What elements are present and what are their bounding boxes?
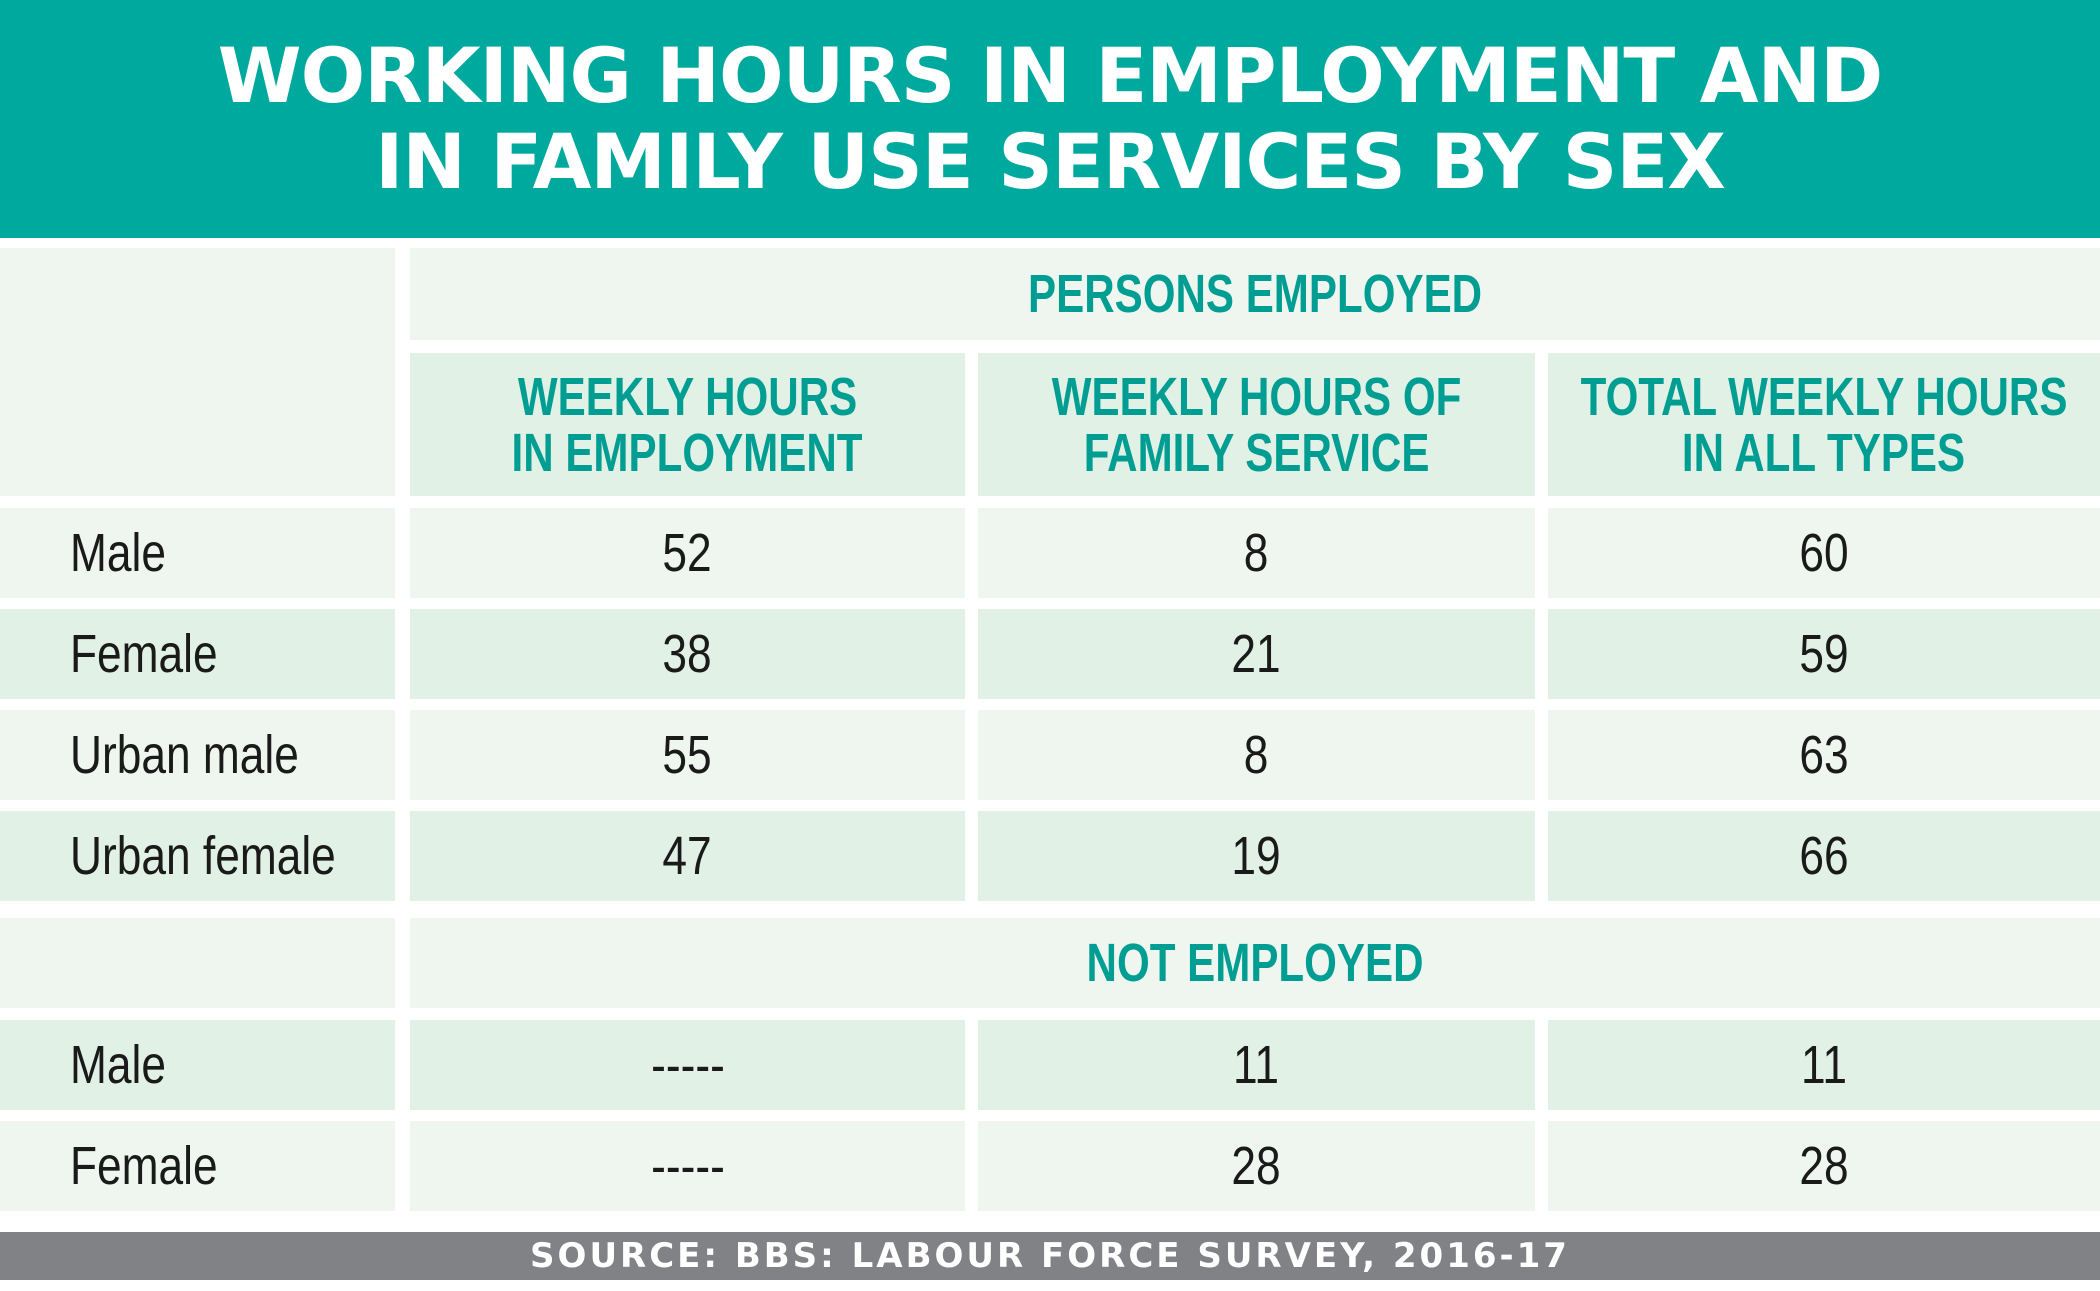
title-line-1: WORKING HOURS IN EMPLOYMENT AND bbox=[217, 31, 1883, 120]
section-header-employed: PERSONS EMPLOYED bbox=[410, 248, 2100, 340]
table-cell-employed-urban-female-col3: 66 bbox=[1548, 811, 2100, 901]
table-cell-employed-urban-female-col1: 47 bbox=[410, 811, 965, 901]
table-cell-employed-urban-male-col2: 8 bbox=[978, 710, 1535, 800]
table-cell-not-employed-male-col1: ----- bbox=[410, 1020, 965, 1110]
table-cell-employed-male-col1: 52 bbox=[410, 508, 965, 598]
section-corner-not-employed bbox=[0, 918, 395, 1008]
table-cell-employed-urban-male-col1: 55 bbox=[410, 710, 965, 800]
table-cell-employed-male-col2: 8 bbox=[978, 508, 1535, 598]
table-cell-not-employed-female-col1: ----- bbox=[410, 1121, 965, 1211]
title-line-2: IN FAMILY USE SERVICES BY SEX bbox=[375, 117, 1725, 206]
row-label-not-employed-female: Female bbox=[0, 1121, 395, 1211]
data-table bbox=[0, 238, 2100, 1232]
table-cell-employed-female-col1: 38 bbox=[410, 609, 965, 699]
table-cell-not-employed-male-col3: 11 bbox=[1548, 1020, 2100, 1110]
table-cell-employed-urban-male-col3: 63 bbox=[1548, 710, 2100, 800]
column-header-employment: WEEKLY HOURS IN EMPLOYMENT bbox=[410, 353, 965, 496]
row-label-employed-male: Male bbox=[0, 508, 395, 598]
table-cell-not-employed-female-col2: 28 bbox=[978, 1121, 1535, 1211]
title-banner bbox=[0, 0, 2100, 238]
section-header-not-employed: NOT EMPLOYED bbox=[410, 918, 2100, 1008]
table-cell-not-employed-male-col2: 11 bbox=[978, 1020, 1535, 1110]
table-cell-employed-female-col2: 21 bbox=[978, 609, 1535, 699]
column-header-family-service: WEEKLY HOURS OF FAMILY SERVICE bbox=[978, 353, 1535, 496]
row-label-employed-urban-female: Urban female bbox=[0, 811, 395, 901]
source-text: SOURCE: BBS: LABOUR FORCE SURVEY, 2016-17 bbox=[530, 1236, 1570, 1276]
table-cell-not-employed-female-col3: 28 bbox=[1548, 1121, 2100, 1211]
table-cell-employed-female-col3: 59 bbox=[1548, 609, 2100, 699]
row-label-not-employed-male: Male bbox=[0, 1020, 395, 1110]
row-label-employed-female: Female bbox=[0, 609, 395, 699]
column-header-total: TOTAL WEEKLY HOURS IN ALL TYPES bbox=[1548, 353, 2100, 496]
table-cell-employed-urban-female-col2: 19 bbox=[978, 811, 1535, 901]
table-cell-employed-male-col3: 60 bbox=[1548, 508, 2100, 598]
row-label-employed-urban-male: Urban male bbox=[0, 710, 395, 800]
corner-cell bbox=[0, 248, 395, 496]
source-bar bbox=[0, 1232, 2100, 1280]
